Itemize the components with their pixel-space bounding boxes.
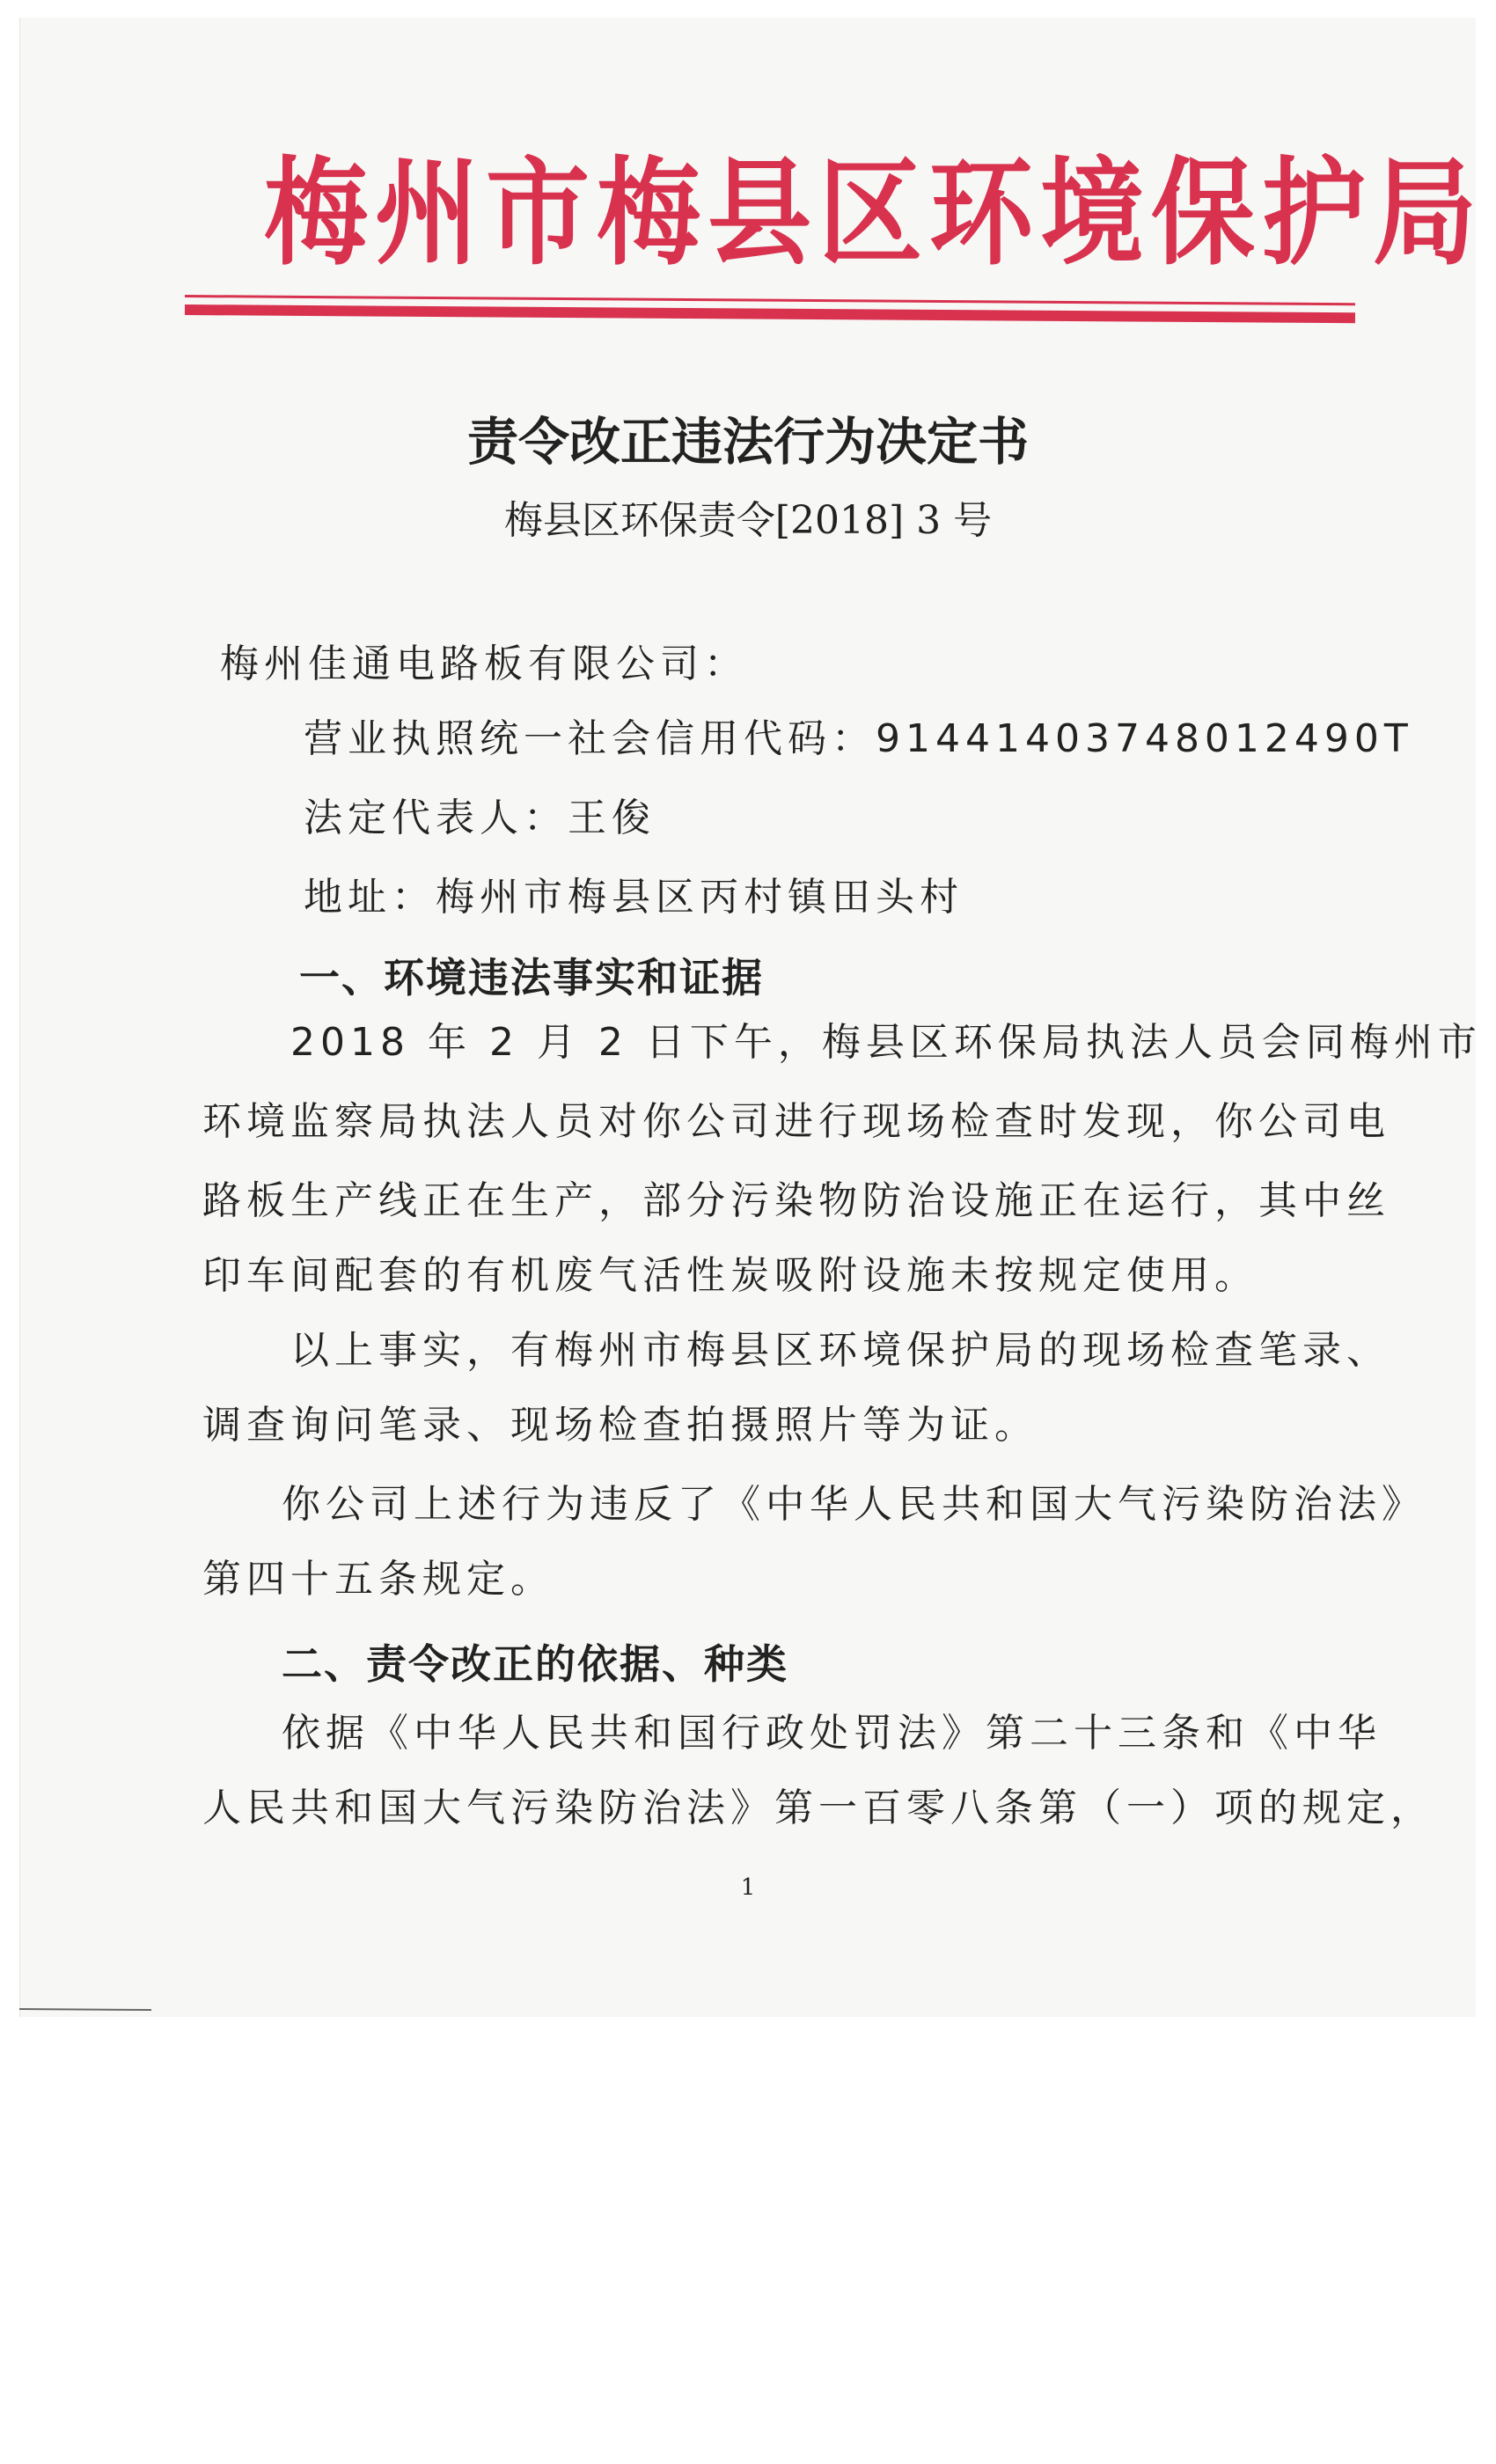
legal-representative: 法定代表人：王俊 <box>304 796 656 840</box>
page-number: 1 <box>740 1874 756 1901</box>
paragraph-line: 印车间配套的有机废气活性炭吸附设施未按规定使用。 <box>202 1253 1258 1298</box>
paragraph-line: 路板生产线正在生产，部分污染物防治设施正在运行，其中丝 <box>202 1178 1390 1223</box>
paragraph-line: 环境监察局执法人员对你公司进行现场检查时发现，你公司电 <box>202 1099 1390 1144</box>
address: 地址：梅州市梅县区丙村镇田头村 <box>304 875 964 920</box>
paragraph-line: 2018 年 2 月 2 日下午，梅县区环保局执法人员会同梅州市 <box>290 1020 1482 1065</box>
section1-heading: 一、环境违法事实和证据 <box>299 954 764 1001</box>
credit-code: 营业执照统一社会信用代码：91441403748012490T <box>304 716 1413 761</box>
paragraph-line: 人民共和国大气污染防治法》第一百零八条第（一）项的规定， <box>202 1786 1434 1830</box>
organization-letterhead: 梅州市梅县区环境保护局 <box>264 143 1485 282</box>
document-title: 责令改正违法行为决定书 <box>466 412 1029 472</box>
paragraph-line: 你公司上述行为违反了《中华人民共和国大气污染防治法》 <box>282 1482 1426 1527</box>
page-edge <box>19 18 20 2017</box>
paragraph-line: 以上事实，有梅州市梅县区环境保护局的现场检查笔录、 <box>290 1328 1390 1373</box>
paragraph-line: 第四十五条规定。 <box>202 1557 554 1602</box>
paragraph-line: 调查询问笔录、现场检查拍摄照片等为证。 <box>202 1403 1038 1448</box>
section2-heading: 二、责令改正的依据、种类 <box>282 1640 788 1688</box>
document-number: 梅县区环保责令[2018] 3 号 <box>503 498 993 543</box>
recipient: 梅州佳通电路板有限公司： <box>220 642 748 686</box>
paragraph-line: 依据《中华人民共和国行政处罚法》第二十三条和《中华 <box>282 1711 1382 1756</box>
